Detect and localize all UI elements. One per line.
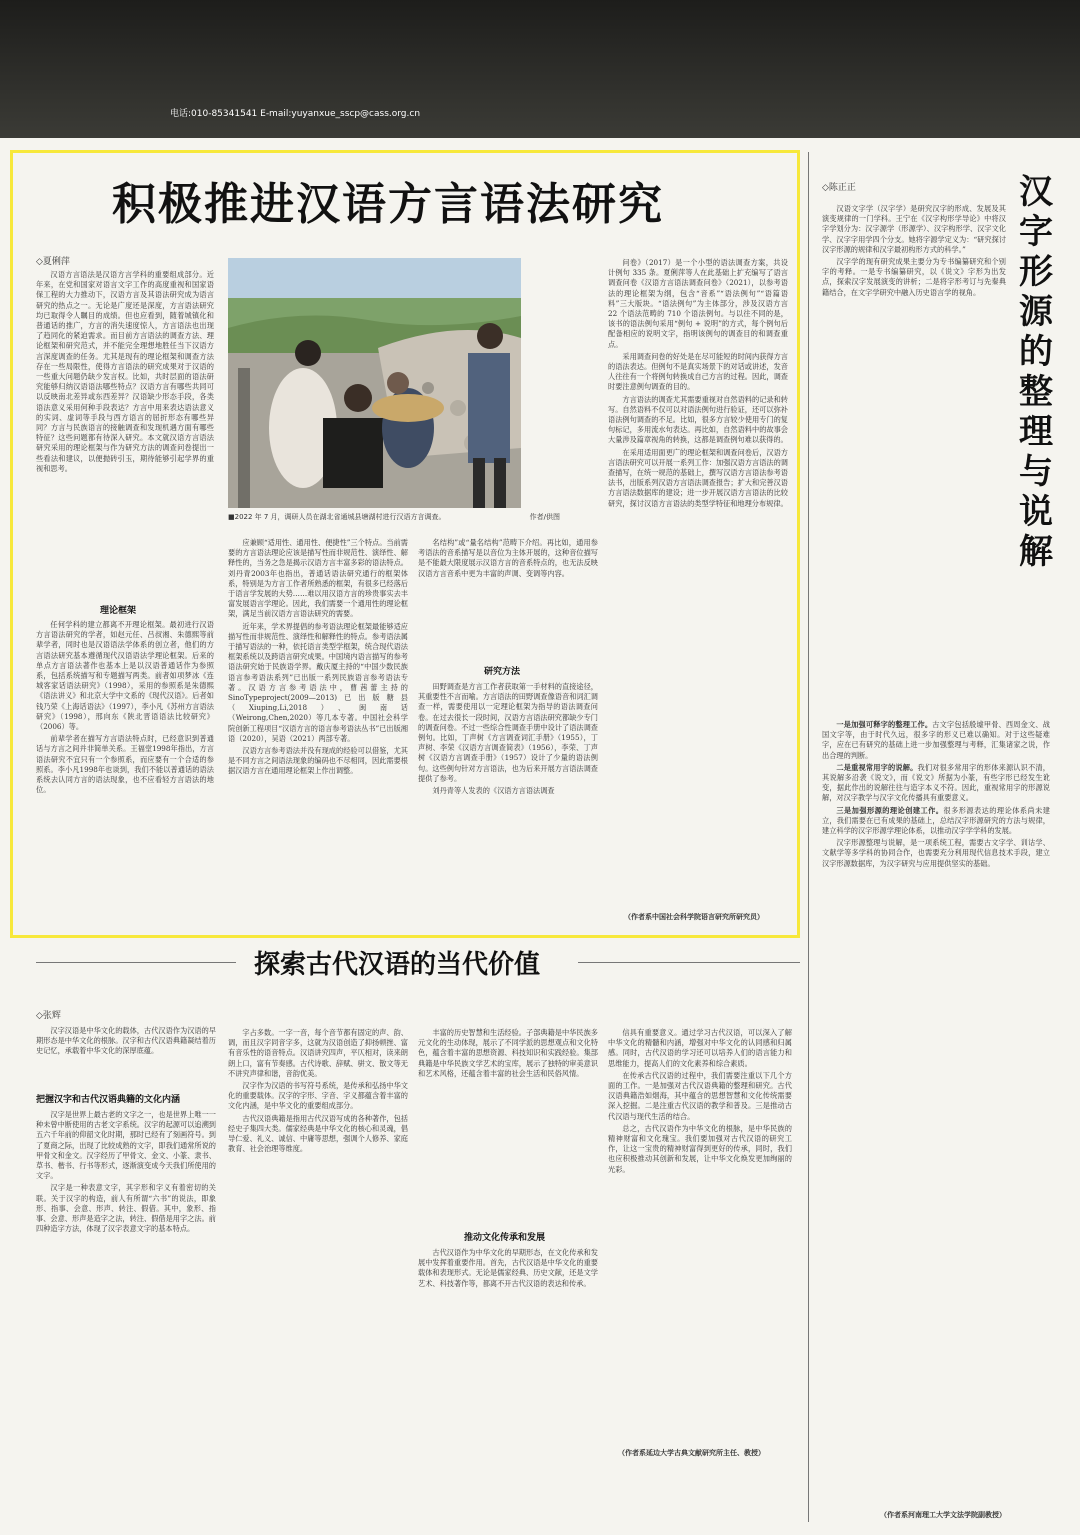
contact-info: 电话:010-85341541 E-mail:yuyanxue_sscp@cass.org.cn xyxy=(170,109,421,119)
paragraph: 任何学科的建立都离不开理论框架。最初进行汉语方言语法研究的学者，如赵元任、吕叔湘、朱德熙等前辈学者，同时也是汉语语法学体系的创立者，他们的方言语法研究基本遵循现代汉语语法学理论框架。后来的单点方言语法著作也基本上是以汉语普通话作为参照系，包括系统描写和专题描写两类。前者如项梦冰《连城客家话语法研究》（1998），采用的参照系是朱德熙《语法讲义》和北京大学中文系的《现代汉语》。后者如钱乃荣《上海话语法》（1997），李小凡《苏州方言语法研究》（1998），邢向东《陕北晋语语法比较研究》（2006）等。 xyxy=(36,620,214,732)
paragraph: 汉字形源整理与说解，是一项系统工程，需要古文字学、训诂学、文献学等多学科的协同合作，也需要充分利用现代信息技术手段，建立汉字形源数据库，为汉字研究与应用提供坚实的基础。 xyxy=(822,838,1050,868)
paragraph: 名结构”或“量名结构”范畴下介绍。再比如，通用参考语法的音系描写是以音位为主体开展的，这种音位描写是不能最大限度展示汉语方言的音系特点的，也无法反映汉语方言音系中更为丰富的声调、变调等内容。 xyxy=(418,538,598,578)
paragraph: 前辈学者在描写方言语法特点时，已经意识到普通话与方言之间并非简单关系。王福堂1998年指出，方言语法研究不宜只有一个参照系，而应要有一个合适的参照系。李小凡1998年也谈到，我们不能以普通话的语法系统去认同方言的语法现象，也不应看轻方言语法的地位。 xyxy=(36,734,214,795)
paragraph: 问卷》（2017）是一个小型的语法调查方案，共设计例句 335 条。夏俐萍等人在此基础上扩充编写了语言调查问卷《汉语方言语法调查问卷》（2021），以参考语法的理论框架为纲，包含“音系”“语法例句”“语篇语料”三大版块。“语法例句”为主体部分，涉及汉语方言 22 个语法范畴的 710 个语法例句。与以往不同的是，该书的语法例句采用“例句 + 说明”的方式，每个例句后配备相应的说明文字，指明该例句的调查目的和调查重点。 xyxy=(608,258,788,349)
subheading: 二是重视常用字的说解。 xyxy=(836,762,918,772)
paragraph: 汉字汉语是中华文化的载体，古代汉语作为汉语的早期形态是中华文化的根脉。汉字和古代汉语典籍凝结着历史记忆，承载着中华文化的深厚底蕴。 xyxy=(36,1026,216,1056)
title-char: 形 xyxy=(1019,252,1053,292)
paragraph: 汉字学的现有研究成果主要分为专书编纂研究和个别字的考释。一是专书编纂研究，以《说文》字形为出发点，探索汉字发展演变的讲析；二是将字形考订与先秦典籍结合，在文字学研究中融入历史语言学的视角。 xyxy=(822,257,1006,297)
article3-byline: ◇陈正正 xyxy=(822,183,856,193)
article3-author-note: （作者系河南理工大学文法学院副教授） xyxy=(880,1511,1006,1519)
title-char: 汉 xyxy=(1019,172,1053,212)
field-survey-photo xyxy=(228,258,521,508)
header-photo-strip xyxy=(0,0,1080,138)
article1-column-4 xyxy=(608,258,788,908)
title-char: 字 xyxy=(1019,212,1053,252)
paragraph: 字占多数。一字一音，每个音节都有固定的声、韵、调，而且汉字同音字多，这就为汉语创造了抑扬顿挫、富有音乐性的语音特点。汉语讲究四声，平仄相对，读来朗朗上口，富有节奏感。古代诗歌、辞赋、骈文、散文等无不讲究声律和谐，音韵优美。 xyxy=(228,1028,408,1078)
paragraph: 古代汉语作为中华文化的早期形态，在文化传承和发展中发挥着重要作用。首先，古代汉语是中华文化的重要载体和表现形式。无论是儒家经典、历史文献，还是文学艺术、科技著作等，都离不开古代汉语的表达和传承。 xyxy=(418,1248,598,1288)
paragraph: 应兼顾“适用性、通用性、便捷性”三个特点。当前需要的方言语法理论应该是描写性而非规范性、演绎性、解释性的，当务之急是揭示汉语方言丰富多彩的语法特点。刘丹青2003年也指出，普通话语法研究通行的框架体系，特别是为方言工作者所熟悉的框架，有很多已经落后于语言学发展的大势……难以用汉语方言的珍贵事实去丰富发展语言学理论。因此，我们需要一个通用性的理论框架，满足当前汉语方言语法研究的需要。 xyxy=(228,538,408,619)
paragraph: 古代汉语典籍是指用古代汉语写成的各种著作，包括经史子集四大类。儒家经典是中华文化的核心和灵魂，倡导仁爱、礼义、诚信、中庸等思想，强调个人修养、家庭教育、社会治理等维度。 xyxy=(228,1113,408,1154)
article2-column-4 xyxy=(608,1028,792,1440)
paragraph: 信具有重要意义。通过学习古代汉语，可以深入了解中华文化的精髓和内涵，增强对中华文化的认同感和归属感。同时，古代汉语的学习还可以培养人们的语言能力和思维能力，提高人们的文化素养和综合素质。 xyxy=(608,1028,792,1068)
paragraph: 方言语法的调查尤其需要重视对自然语料的记录和转写。自然语料不仅可以对语法例句进行验证，还可以弥补语法例句调查的不足。比如，很多方言较少使用专门的复句标记，多用流水句表达。再比如，自然语料中的故事会大量涉及篇章视角的转换，这都是调查例句难以获得的。 xyxy=(608,394,788,445)
paragraph-text: 我们对很多常用字的形体来源认识不清，其说解多沿袭《说文》，而《说文》所据为小篆，有些字形已经发生讹变，据此作出的说解往往与造字本义不符。因此，重视常用字的形源说解，对汉字教学与汉字文化传播具有重要意义。 xyxy=(822,762,1050,803)
article3-column-top xyxy=(822,204,1006,714)
paragraph xyxy=(822,720,1050,761)
article2-title: 探索古代汉语的当代价值 xyxy=(254,950,541,980)
paragraph: 在采用适用面更广的理论框架和调查问卷后，汉语方言语法研究可以开展一系列工作：加强汉语方言语法的调查描写，在统一规范的基础上，撰写汉语方言语法参考语法书，出版系列汉语方言语法调查报告；扩大和完善汉语方言语法数据库的建设；进一步开展汉语方言语法的比较研究，探讨汉语方言语法的类型学特征和地理分布规律。 xyxy=(608,447,788,508)
title-char: 的 xyxy=(1019,332,1053,372)
section-heading-theory: 理论框架 xyxy=(100,606,137,616)
article1-column-1 xyxy=(36,270,214,598)
title-rule-right xyxy=(578,962,800,963)
title-char: 理 xyxy=(1019,412,1053,452)
photo-credit: 作者/供图 xyxy=(529,513,560,521)
paragraph: 刘丹青等人发表的《汉语方言语法调查 xyxy=(432,786,555,796)
article1-column-1b xyxy=(36,620,214,932)
article2-column-1b xyxy=(36,1110,216,1488)
paragraph: 近年来，学术界提倡的参考语法理论框架最能够适应描写性而非规范性、演绎性和解释性的特点。参考语法属于描写语法的一种，依托语言类型学框架，统合现代语法框架系统以及跨语言研究成果。中国境内语言描写的参考语法研究始于民族语学界。戴庆厦主持的“中国少数民族语言参考语法系列”已出版一系列民族语言参考语法专著。汉语方言参考语法中，曹茜蕾主持的 SinoTypeproject(2009—2013)已出版糖县（Xiuping,Li,2018）、闽南话（Weirong,Chen,2020）等几本专著。中国社会科学院创新工程项目“汉语方言的语言参考语法丛书”已出版湘语（2020），吴语（2021）两部专著。 xyxy=(228,621,408,743)
subheading: 三是加强形源的理论创建工作。 xyxy=(836,805,944,815)
article2-column-1a xyxy=(36,1026,216,1086)
paragraph-text: 很多形源表达的理论体系尚未建立，我们需要在已有成果的基础上，总结汉字形源研究的方法与规律，建立科学的汉字形源学理论体系，以推动汉字学学科的发展。 xyxy=(822,805,1050,836)
title-rule-left xyxy=(36,962,236,963)
article3-column-bottom xyxy=(822,720,1050,1500)
article2-byline: ◇张辉 xyxy=(36,1011,61,1021)
section-heading-culture: 把握汉字和古代汉语典籍的文化内涵 xyxy=(36,1095,181,1105)
paragraph: 汉字作为汉语的书写符号系统，是传承和弘扬中华文化的重要载体。汉字的字形、字音、字义都蕴含着丰富的文化内涵，是中华文化的重要组成部分。 xyxy=(228,1081,408,1111)
article2-column-3b xyxy=(418,1248,598,1488)
paragraph: 汉字是世界上最古老的文字之一，也是世界上唯一一种未曾中断使用的古老文字系统。汉字的起源可以追溯到五六千年前的仰韶文化时期，那时已经有了刻画符号。到了夏商之际，出现了比较成熟的文字，即我们通常所说的甲骨文和金文。汉字经历了甲骨文、金文、小篆、隶书、草书、楷书、行书等形式，逐渐演变成今天我们所使用的文字。 xyxy=(36,1110,216,1181)
title-char: 源 xyxy=(1019,292,1053,332)
title-char: 解 xyxy=(1019,532,1053,572)
paragraph xyxy=(822,806,1050,837)
paragraph: 在传承古代汉语的过程中，我们需要注重以下几个方面的工作。一是加强对古代汉语典籍的整理和研究。古代汉语典籍浩如烟海，其中蕴含的思想智慧和文化传统需要深入挖掘。二是注重古代汉语的教学和普及。三是推动古代汉语与现代生活的结合。 xyxy=(608,1070,792,1121)
title-char: 说 xyxy=(1019,492,1053,532)
article2-author-note: （作者系延边大学古典文献研究所主任、教授） xyxy=(618,1449,765,1457)
article1-column-3a xyxy=(418,538,598,656)
title-char: 整 xyxy=(1019,372,1053,412)
paragraph: 汉语方言参考语法并没有现成的经验可以借鉴，尤其是不同方言之间语法现象的编码也不尽相同，因此需要根据汉语方言在通用理论框架上作出调整。 xyxy=(228,746,408,776)
subheading: 一是加强可释字的整理工作。 xyxy=(836,720,933,729)
article2-column-2 xyxy=(228,1028,408,1488)
paragraph: 汉字是一种表意文字，其字形和字义有着密切的关联。关于汉字的构造，前人有所谓“六书”的说法，即象形、指事、会意、形声、转注、假借。其中，象形、指事、会意、形声是造字之法，转注、假借是用字之法。前四种造字方法，体现了汉字表意文字的基本特点。 xyxy=(36,1183,216,1234)
paragraph: 汉语方言语法是汉语方言学科的重要组成部分。近年来，在党和国家对语言文字工作的高度重视和国家语保工程的大力推动下，汉语方言及其语法研究成为语言研究的热点之一。无论是广度还是深度，方言语法研究均已取得令人瞩目的成绩。但也应看到，随着城镇化和普通话的推广，方言的消失速度惊人，方言语法也出现了趋同化的紧迫需求。而目前方言语法的调查方法、理论框架和研究范式，并不能完全理想地胜任当下汉语方言深度调查的任务。尤其是现有的理论框架和调查方法存在一些局限性，使得方言语法的研究成果对于汉语的一些重大问题仍缺少发言权。比如，共时层面的语法研究能够归纳汉语语法哪些特点？汉语方言有哪些共同可以反映南北差异或东西差异？汉语缺少形态手段，各类语法意义采用何种手段表达？方言中用来表达语法意义的实词、虚词等手段与西方语言的屈折形态有哪些异同？方言与民族语言的接触调查和发现机遇方面有哪些特征？这些问题都有待深入研究。本文就汉语方言语法研究采用的理论框架与作为研究方法的调查问卷提出一些看法和建议，以便抛砖引玉，期待能够引起学界的重视和思考。 xyxy=(36,270,214,473)
paragraph: 总之，古代汉语作为中华文化的根脉，是中华民族的精神财富和文化瑰宝。我们要加强对古代汉语的研究工作，让这一宝贵的精神财富得到更好的传承，同时，我们也应积极推动其创新和发展，让中华文化焕发更加绚丽的光彩。 xyxy=(608,1123,792,1174)
article1-byline: ◇夏俐萍 xyxy=(36,257,70,267)
article1-column-2 xyxy=(228,538,408,932)
article2-column-3a xyxy=(418,1028,598,1224)
paragraph: 田野调查是方言工作者获取第一手材料的直接途径，其重要性不言而喻。方言语法的田野调查像语音和词汇调查一样，需要使用以一定理论框架为指导的语法调查问卷。在过去很长一段时间，汉语方言语法研究都缺少专门的调查问卷。不过一些综合性调查手册中设计了语法调查例句。比如，丁声树《方言调查词汇手册》（1955），丁声树、李荣《汉语方言调查简表》（1956），李荣、丁声树《汉语方言调查手册》（1957）设计了少量的语法例句。这些例句针对方言语法，也为后来开展方言语法调查提供了参考。 xyxy=(418,682,598,783)
paragraph: 汉语文字学（汉字学）是研究汉字的形成、发展及其演变规律的一门学科。王宁在《汉字构形学导论》中将汉字学划分为：汉字源学（形源学）、汉字构形学、汉字文化学、汉字字用学四个分支。她将字源学定义为：“研究探讨汉字形源的规律和汉字最初构形方式的科学。” xyxy=(822,204,1006,254)
article1-author-note: （作者系中国社会科学院语言研究所研究员） xyxy=(624,913,764,921)
article1-title: 积极推进汉语方言语法研究 xyxy=(112,179,664,230)
paragraph-text: 古文字包括殷墟甲骨、西周金文、战国文字等，由于时代久远，很多字的形义已难以确知。对于这些疑难字，应在已有研究的基础上进一步加强整理与考释，汇集诸家之说，作出合理的判断。 xyxy=(822,720,1050,760)
paragraph xyxy=(822,763,1050,804)
section-heading-method: 研究方法 xyxy=(484,667,521,677)
photo-caption xyxy=(228,512,560,522)
section-heading-inheritance: 推动文化传承和发展 xyxy=(464,1233,546,1243)
article3-title xyxy=(1014,172,1058,572)
article1-column-3b xyxy=(418,682,598,932)
title-char: 与 xyxy=(1019,452,1053,492)
paragraph: 丰富的历史智慧和生活经验。子部典籍是中华民族多元文化的生动体现，展示了不同学派的思想观点和文化特色，蕴含着丰富的思想资源、科技知识和实践经验。集部典籍是中华民族文学艺术的宝库，展示了独特的审美意识和艺术风格，还蕴含着丰富的社会生活和民俗风情。 xyxy=(418,1028,598,1078)
caption-text: ■2022 年 7 月，调研人员在湖北省通城县塘湖村进行汉语方言调查。 xyxy=(228,513,446,521)
paragraph: 采用调查问卷的好处是在尽可能短的时间内获得方言的语法表达。但例句不是真实场景下的对话或讲述，发音人往往有一个将例句转换成自己方言的过程。因此，调查时要注意例句调查的目的。 xyxy=(608,351,788,392)
column-divider xyxy=(808,152,809,1522)
